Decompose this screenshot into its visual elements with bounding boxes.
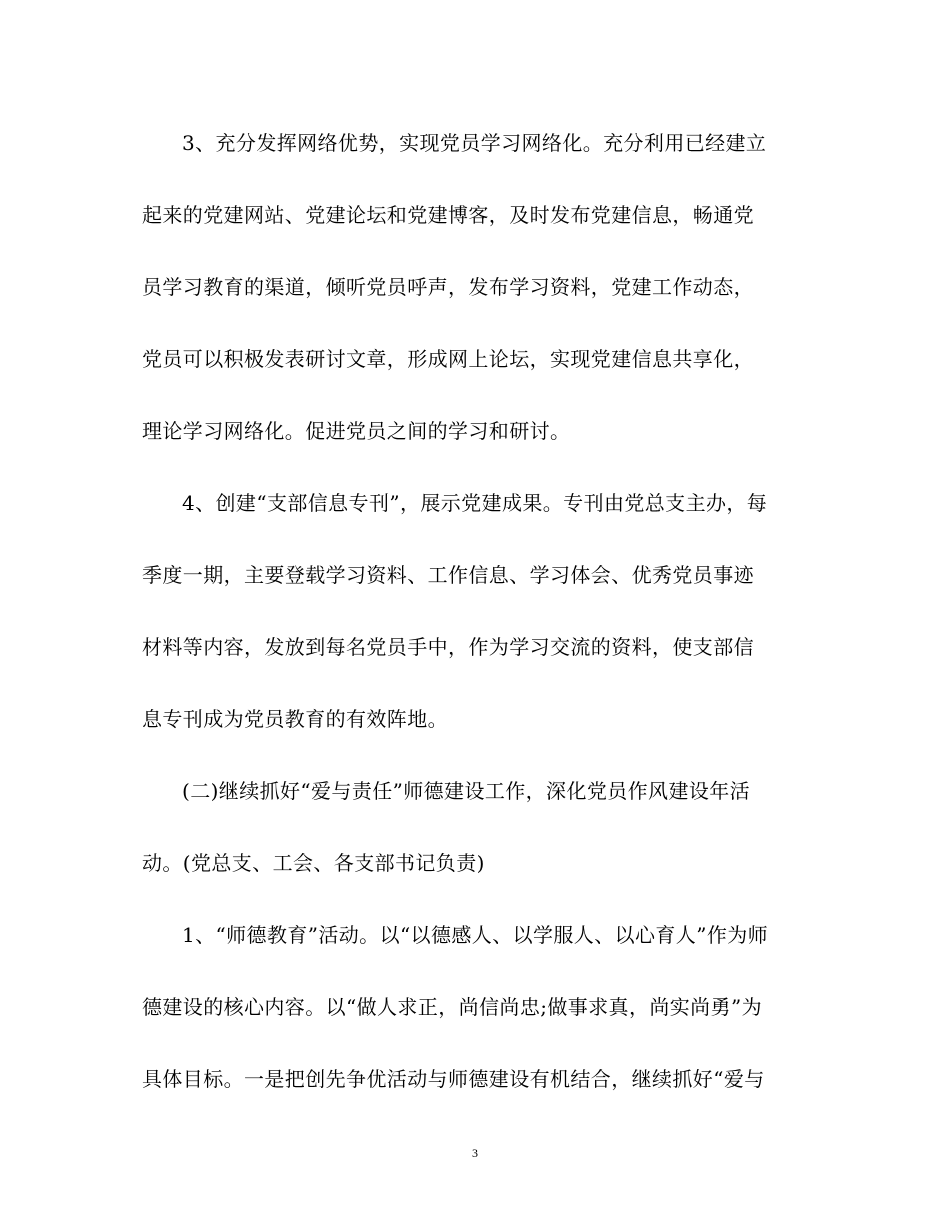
paragraph-line: (二)继续抓好“爱与责任”师德建设工作，深化党员作风建设年活 [182,779,751,803]
paragraph-line: 材料等内容，发放到每名党员手中，作为学习交流的资料，使支部信 [142,635,754,659]
paragraph-line: 员学习教育的渠道，倾听党员呼声，发布学习资料，党建工作动态， [142,275,754,299]
paragraph-line: 具体目标。一是把创先争优活动与师德建设有机结合，继续抓好“爱与 [142,1067,765,1091]
paragraph-line: 季度一期，主要登载学习资料、工作信息、学习体会、优秀党员事迹 [142,563,754,587]
paragraph-line: 党员可以积极发表研讨文章，形成网上论坛，实现党建信息共享化， [142,347,754,371]
paragraph-line: 理论学习网络化。促进党员之间的学习和研讨。 [142,419,571,443]
paragraph-line: 动。(党总支、工会、各支部书记负责) [142,851,485,875]
paragraph-line: 起来的党建网站、党建论坛和党建博客，及时发布党建信息，畅通党 [142,203,754,227]
paragraph-line: 4、创建“支部信息专刊”，展示党建成果。专刊由党总支主办，每 [182,491,768,515]
document-body [142,120,808,1128]
paragraph-line: 德建设的核心内容。以“做人求正，尚信尚忠;做事求真，尚实尚勇”为 [142,995,762,1019]
page-number: 3 [472,1146,478,1160]
paragraph-line: 1、“师德教育”活动。以“以德感人、以学服人、以心育人”作为师 [182,923,769,947]
paragraph-line: 息专刊成为党员教育的有效阵地。 [142,707,448,731]
paragraph-line: 3、充分发挥网络优势，实现党员学习网络化。充分利用已经建立 [182,131,767,155]
